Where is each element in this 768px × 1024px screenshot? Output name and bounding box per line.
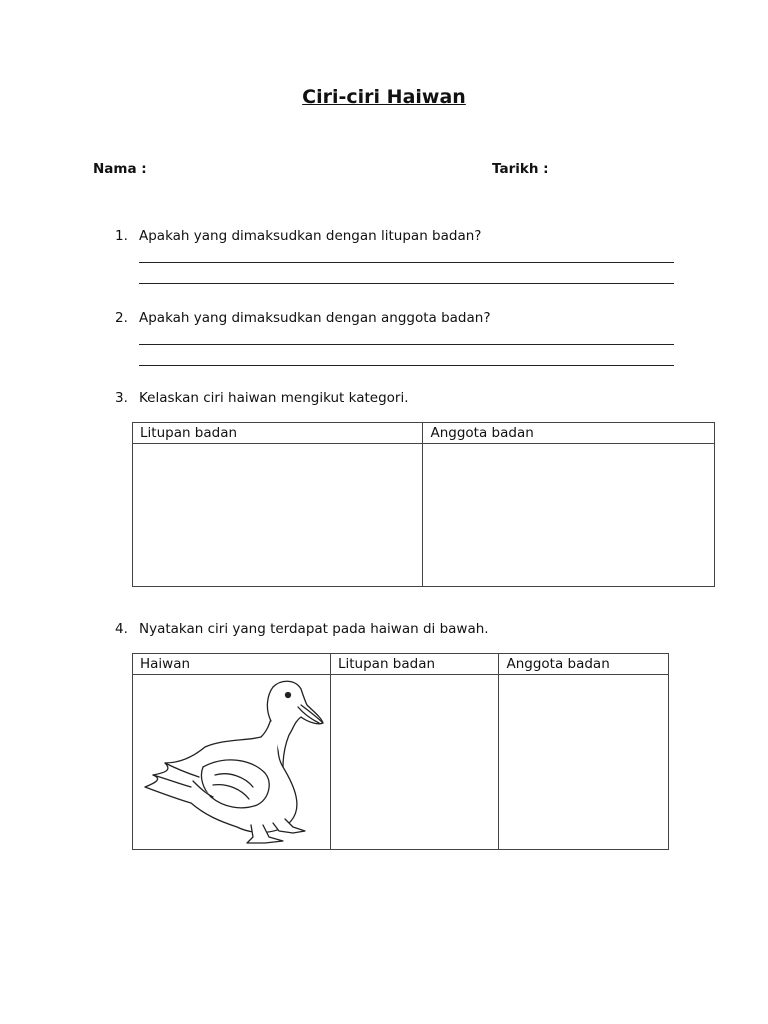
question-1 bbox=[115, 228, 715, 246]
question-number: 3. bbox=[115, 390, 128, 406]
classification-table bbox=[132, 422, 715, 587]
question-text: Apakah yang dimaksudkan dengan anggota badan? bbox=[139, 310, 491, 326]
duck-illustration-icon bbox=[133, 675, 329, 845]
page-title: Ciri-ciri Haiwan bbox=[302, 86, 466, 108]
answer-line[interactable] bbox=[139, 365, 674, 366]
question-number: 2. bbox=[115, 310, 128, 326]
answer-cell-anggota-badan[interactable] bbox=[499, 675, 669, 850]
question-text: Kelaskan ciri haiwan mengikut kategori. bbox=[139, 390, 409, 406]
header-cell-anggota-badan: Anggota badan bbox=[423, 423, 715, 444]
answer-line[interactable] bbox=[139, 344, 674, 345]
question-3 bbox=[115, 390, 715, 408]
question-number: 4. bbox=[115, 621, 128, 637]
header-cell-litupan-badan: Litupan badan bbox=[330, 654, 498, 675]
date-label: Tarikh : bbox=[492, 161, 549, 177]
animal-features-table bbox=[132, 653, 669, 850]
answer-cell-litupan-badan[interactable] bbox=[330, 675, 498, 850]
answer-line[interactable] bbox=[139, 283, 674, 284]
header-cell-litupan-badan: Litupan badan bbox=[133, 423, 423, 444]
question-4 bbox=[115, 621, 715, 639]
question-2 bbox=[115, 310, 715, 328]
header-cell-anggota-badan: Anggota badan bbox=[499, 654, 669, 675]
answer-line[interactable] bbox=[139, 262, 674, 263]
header-cell-haiwan: Haiwan bbox=[133, 654, 331, 675]
question-number: 1. bbox=[115, 228, 128, 244]
question-text: Nyatakan ciri yang terdapat pada haiwan di bawah. bbox=[139, 621, 489, 637]
answer-cell-litupan-badan[interactable] bbox=[133, 444, 423, 587]
answer-cell-anggota-badan[interactable] bbox=[423, 444, 715, 587]
question-text: Apakah yang dimaksudkan dengan litupan badan? bbox=[139, 228, 482, 244]
animal-image-cell bbox=[133, 675, 331, 850]
name-label: Nama : bbox=[93, 161, 147, 177]
